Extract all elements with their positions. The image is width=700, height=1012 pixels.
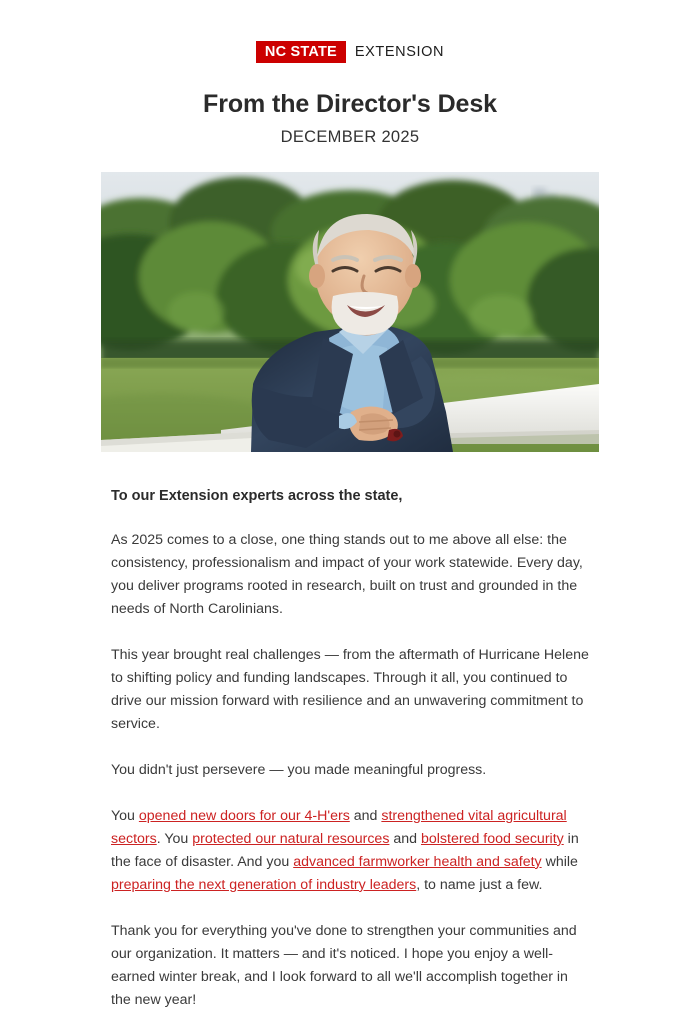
portrait-illustration — [101, 172, 599, 452]
link-strengthened-agricultural-sectors[interactable]: strengthened vital agricultural sectors — [111, 807, 567, 847]
letter-paragraph-links — [111, 805, 589, 897]
link-para-text-6: while — [541, 853, 578, 870]
link-para-text-7: , to name just a few. — [416, 876, 543, 893]
director-portrait-photo — [101, 172, 599, 452]
letter-paragraph-1: As 2025 comes to a close, one thing stands out to me above all else: the consistency, professionalism and impact of your work statewide. Every day, you deliver programs rooted in research, built on trust and grounded in the needs of North Carolinians. — [111, 531, 583, 617]
letter-paragraph-2: This year brought real challenges — from the aftermath of Hurricane Helene to shifting policy and funding landscapes. Through it all, you continued to drive our mission forward with resilience and an unwavering commitment to service. — [111, 646, 589, 732]
page-title: From the Director's Desk — [203, 90, 497, 118]
extension-wordmark: EXTENSION — [354, 44, 445, 60]
nc-state-extension-logo[interactable] — [256, 41, 444, 63]
link-opened-new-doors-4h[interactable]: opened new doors for our 4-H'ers — [138, 807, 350, 824]
title-block — [0, 89, 700, 148]
link-advanced-farmworker-health-safety[interactable]: advanced farmworker health and safety — [293, 853, 542, 870]
nc-state-wordmark: NC STATE — [256, 41, 346, 63]
letter-greeting: To our Extension experts across the state, — [111, 487, 403, 504]
link-para-text-2: and — [349, 807, 382, 824]
letter-paragraph-closing: Thank you for everything you've done to strengthen your communities and our organization. It matters — and it's noticed. I hope you enjoy a well-earned winter break, and I look forward to all we'll accomplish together in the new year! — [111, 922, 577, 1008]
masthead — [0, 0, 700, 63]
letter-body — [111, 452, 589, 1012]
link-bolstered-food-security[interactable]: bolstered food security — [420, 830, 564, 847]
link-para-text-3: . You — [156, 830, 193, 847]
link-preparing-next-generation-leaders[interactable]: preparing the next generation of industry leaders — [111, 876, 417, 893]
issue-date: DECEMBER 2025 — [280, 128, 420, 146]
link-para-text-5: in the face of disaster. And you — [111, 830, 579, 870]
link-para-text-4: and — [389, 830, 421, 847]
link-para-text-1: You — [111, 807, 139, 824]
letter-paragraph-3: You didn't just persevere — you made meaningful progress. — [111, 761, 487, 778]
link-protected-natural-resources[interactable]: protected our natural resources — [192, 830, 390, 847]
